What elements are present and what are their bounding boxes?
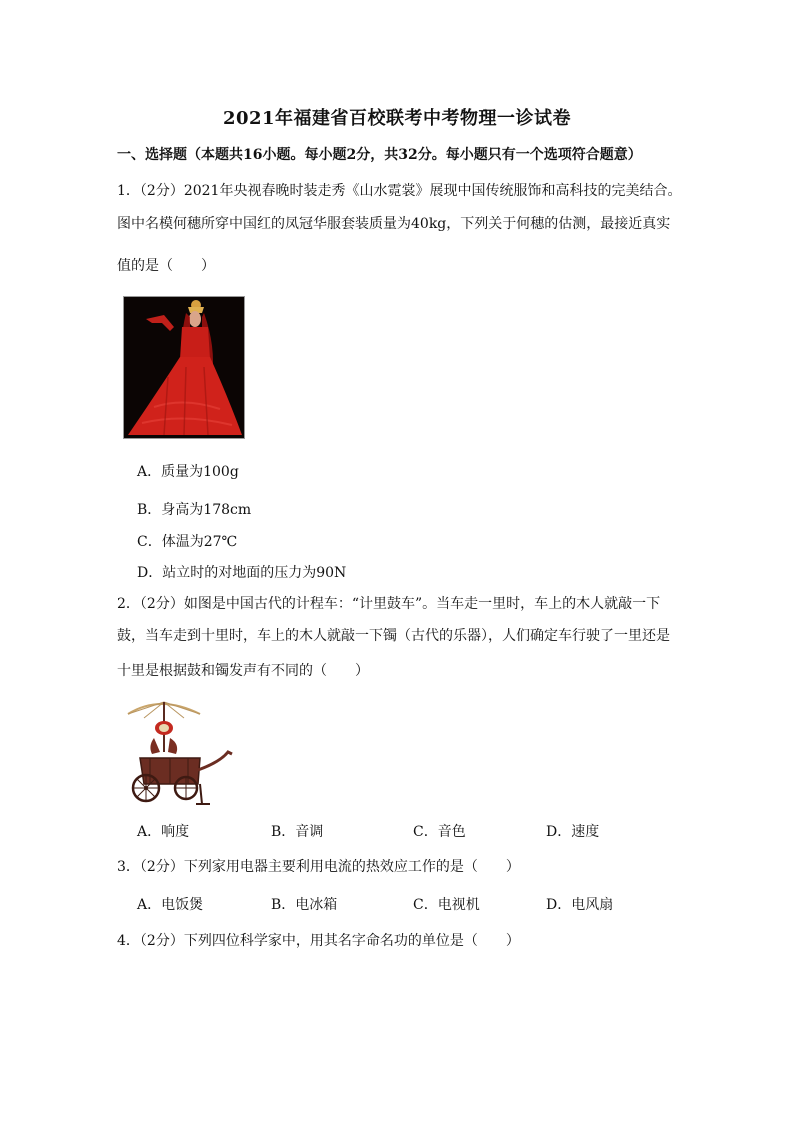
question-3-line-1: 3．（2分）下列家用电器主要利用电流的热效应工作的是（ ） <box>117 859 520 875</box>
drum-cart-image <box>120 692 242 810</box>
question-1-line-2: 图中名模何穗所穿中国红的凤冠华服套装质量为40kg，下列关于何穗的估测，最接近真实 <box>117 216 671 232</box>
question-1-option-c[interactable]: C．体温为27℃ <box>137 534 238 550</box>
question-1-line-1: 1．（2分）2021年央视春晚时装走秀《山水霓裳》展现中国传统服饰和高科技的完美结合。 <box>117 183 682 199</box>
question-1-line-3: 值的是（ ） <box>117 258 215 274</box>
section-heading: 一、选择题（本题共16小题。每小题2分，共32分。每小题只有一个选项符合题意） <box>117 147 642 163</box>
question-2-line-1: 2．（2分）如图是中国古代的计程车：“计里鼓车”。当车走一里时，车上的木人就敲一下 <box>117 596 661 612</box>
question-3-option-c[interactable]: C．电视机 <box>413 897 480 913</box>
question-3-option-d[interactable]: D．电风扇 <box>546 897 614 913</box>
question-2-line-3: 十里是根据鼓和镯发声有不同的（ ） <box>117 663 369 679</box>
question-2-option-b[interactable]: B．音调 <box>271 824 324 840</box>
model-dress-image <box>123 296 245 439</box>
question-4-line-1: 4．（2分）下列四位科学家中，用其名字命名功的单位是（ ） <box>117 933 520 949</box>
page-title: 2021年福建省百校联考中考物理一诊试卷 <box>222 108 572 129</box>
question-2-option-d[interactable]: D．速度 <box>546 824 600 840</box>
drum-cart-illustration <box>120 692 242 810</box>
question-2-option-a[interactable]: A．响度 <box>137 824 190 840</box>
red-dress-illustration <box>124 297 244 438</box>
question-1-option-a[interactable]: A．质量为100g <box>137 464 239 480</box>
question-2-option-c[interactable]: C．音色 <box>413 824 466 840</box>
question-3-option-b[interactable]: B．电冰箱 <box>271 897 338 913</box>
question-1-option-d[interactable]: D．站立时的对地面的压力为90N <box>137 565 347 581</box>
question-3-option-a[interactable]: A．电饭煲 <box>137 897 204 913</box>
question-2-line-2: 鼓，当车走到十里时，车上的木人就敲一下镯（古代的乐器），人们确定车行驶了一里还是 <box>117 628 670 644</box>
question-1-option-b[interactable]: B．身高为178cm <box>137 502 252 518</box>
